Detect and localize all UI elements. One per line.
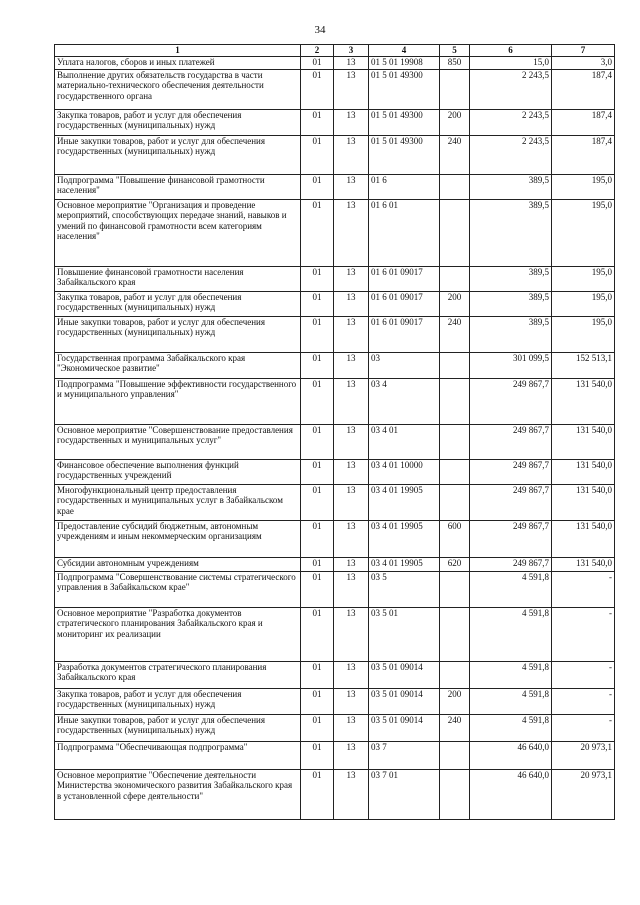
row-name: Основное мероприятие "Организация и проведение мероприятий, способствующих передаче знаний, навыков и умений по финансовой грамотности всем категориям населения" bbox=[55, 199, 301, 266]
row-expense-type bbox=[440, 69, 470, 109]
row-amount-col6: 249 867,7 bbox=[470, 557, 552, 571]
row-section: 01 bbox=[301, 69, 334, 109]
table-row bbox=[55, 741, 615, 769]
row-section: 01 bbox=[301, 714, 334, 741]
row-amount-col6: 389,5 bbox=[470, 291, 552, 316]
row-expense-type: 850 bbox=[440, 56, 470, 69]
row-subsection: 13 bbox=[334, 459, 369, 484]
row-subsection: 13 bbox=[334, 661, 369, 688]
row-amount-col7: 131 540,0 bbox=[552, 424, 615, 459]
table-row bbox=[55, 769, 615, 819]
row-subsection: 13 bbox=[334, 378, 369, 424]
row-name: Государственная программа Забайкальского края "Экономическое развитие" bbox=[55, 352, 301, 378]
row-expense-type: 600 bbox=[440, 520, 470, 557]
row-name: Иные закупки товаров, работ и услуг для обеспечения государственных (муниципальных) нужд bbox=[55, 316, 301, 352]
row-subsection: 13 bbox=[334, 69, 369, 109]
table-row bbox=[55, 688, 615, 714]
row-amount-col7: - bbox=[552, 571, 615, 607]
row-target-article: 01 6 01 bbox=[369, 199, 440, 266]
row-target-article: 03 4 01 19905 bbox=[369, 484, 440, 520]
row-amount-col6: 249 867,7 bbox=[470, 484, 552, 520]
row-subsection: 13 bbox=[334, 571, 369, 607]
row-target-article: 01 6 01 09017 bbox=[369, 266, 440, 291]
header-row bbox=[55, 45, 615, 57]
row-target-article: 03 5 01 09014 bbox=[369, 688, 440, 714]
row-amount-col6: 46 640,0 bbox=[470, 769, 552, 819]
row-amount-col7: - bbox=[552, 688, 615, 714]
row-expense-type bbox=[440, 459, 470, 484]
table-row bbox=[55, 352, 615, 378]
row-amount-col7: 195,0 bbox=[552, 174, 615, 199]
row-section: 01 bbox=[301, 291, 334, 316]
row-expense-type bbox=[440, 571, 470, 607]
row-name: Финансовое обеспечение выполнения функций государственных учреждений bbox=[55, 459, 301, 484]
table-body bbox=[55, 56, 615, 819]
row-section: 01 bbox=[301, 661, 334, 688]
row-name: Субсидии автономным учреждениям bbox=[55, 557, 301, 571]
row-name: Многофункциональный центр предоставления государственных и муниципальных услуг в Забайкальском крае bbox=[55, 484, 301, 520]
row-subsection: 13 bbox=[334, 557, 369, 571]
row-amount-col7: 131 540,0 bbox=[552, 459, 615, 484]
header-col-5: 5 bbox=[440, 45, 470, 57]
row-amount-col6: 4 591,8 bbox=[470, 661, 552, 688]
row-amount-col6: 301 099,5 bbox=[470, 352, 552, 378]
row-amount-col6: 4 591,8 bbox=[470, 714, 552, 741]
table-row bbox=[55, 378, 615, 424]
row-target-article: 03 5 01 bbox=[369, 607, 440, 661]
row-section: 01 bbox=[301, 109, 334, 135]
row-section: 01 bbox=[301, 557, 334, 571]
row-target-article: 03 4 01 bbox=[369, 424, 440, 459]
row-section: 01 bbox=[301, 378, 334, 424]
row-amount-col7: - bbox=[552, 661, 615, 688]
row-target-article: 03 4 01 19905 bbox=[369, 520, 440, 557]
row-amount-col7: 20 973,1 bbox=[552, 741, 615, 769]
row-target-article: 03 5 01 09014 bbox=[369, 661, 440, 688]
row-section: 01 bbox=[301, 459, 334, 484]
row-subsection: 13 bbox=[334, 291, 369, 316]
row-name: Основное мероприятие "Разработка документов стратегического планирования Забайкальского края и мониторинг их реализации bbox=[55, 607, 301, 661]
row-subsection: 13 bbox=[334, 714, 369, 741]
row-amount-col6: 4 591,8 bbox=[470, 571, 552, 607]
row-target-article: 03 4 bbox=[369, 378, 440, 424]
row-amount-col6: 389,5 bbox=[470, 316, 552, 352]
table-row bbox=[55, 661, 615, 688]
row-name: Разработка документов стратегического планирования Забайкальского края bbox=[55, 661, 301, 688]
row-subsection: 13 bbox=[334, 769, 369, 819]
row-section: 01 bbox=[301, 266, 334, 291]
row-name: Закупка товаров, работ и услуг для обеспечения государственных (муниципальных) нужд bbox=[55, 688, 301, 714]
table-row bbox=[55, 714, 615, 741]
row-name: Подпрограмма "Совершенствование системы стратегического управления в Забайкальском крае" bbox=[55, 571, 301, 607]
row-subsection: 13 bbox=[334, 352, 369, 378]
table-row bbox=[55, 459, 615, 484]
row-name: Закупка товаров, работ и услуг для обеспечения государственных (муниципальных) нужд bbox=[55, 291, 301, 316]
row-amount-col6: 389,5 bbox=[470, 199, 552, 266]
budget-table bbox=[54, 44, 615, 820]
row-target-article: 01 5 01 49300 bbox=[369, 69, 440, 109]
row-expense-type: 620 bbox=[440, 557, 470, 571]
row-amount-col6: 4 591,8 bbox=[470, 688, 552, 714]
row-target-article: 03 5 01 09014 bbox=[369, 714, 440, 741]
row-section: 01 bbox=[301, 135, 334, 174]
table-row bbox=[55, 266, 615, 291]
row-subsection: 13 bbox=[334, 174, 369, 199]
row-amount-col6: 389,5 bbox=[470, 174, 552, 199]
row-amount-col7: 187,4 bbox=[552, 109, 615, 135]
row-expense-type bbox=[440, 484, 470, 520]
row-amount-col6: 249 867,7 bbox=[470, 459, 552, 484]
row-expense-type: 200 bbox=[440, 109, 470, 135]
row-name: Иные закупки товаров, работ и услуг для обеспечения государственных (муниципальных) нужд bbox=[55, 135, 301, 174]
row-target-article: 01 5 01 49300 bbox=[369, 109, 440, 135]
header-col-2: 2 bbox=[301, 45, 334, 57]
row-expense-type: 240 bbox=[440, 135, 470, 174]
table-row bbox=[55, 607, 615, 661]
row-amount-col7: 131 540,0 bbox=[552, 484, 615, 520]
row-subsection: 13 bbox=[334, 741, 369, 769]
row-subsection: 13 bbox=[334, 135, 369, 174]
row-section: 01 bbox=[301, 424, 334, 459]
row-name: Подпрограмма "Повышение эффективности государственного и муниципального управления" bbox=[55, 378, 301, 424]
row-target-article: 01 6 01 09017 bbox=[369, 316, 440, 352]
row-section: 01 bbox=[301, 571, 334, 607]
row-subsection: 13 bbox=[334, 109, 369, 135]
row-name: Основное мероприятие "Обеспечение деятельности Министерства экономического развития Забайкальского края в установленной сфере деятельности" bbox=[55, 769, 301, 819]
row-name: Основное мероприятие "Совершенствование предоставления государственных и муниципальных услуг" bbox=[55, 424, 301, 459]
page-number: 34 bbox=[314, 24, 326, 36]
row-amount-col7: 195,0 bbox=[552, 291, 615, 316]
header-col-3: 3 bbox=[334, 45, 369, 57]
row-expense-type bbox=[440, 607, 470, 661]
row-subsection: 13 bbox=[334, 520, 369, 557]
row-amount-col6: 2 243,5 bbox=[470, 109, 552, 135]
row-name: Выполнение других обязательств государства в части материально-технического обеспечения деятельности государственного органа bbox=[55, 69, 301, 109]
row-amount-col6: 2 243,5 bbox=[470, 135, 552, 174]
row-subsection: 13 bbox=[334, 316, 369, 352]
row-subsection: 13 bbox=[334, 688, 369, 714]
row-expense-type bbox=[440, 266, 470, 291]
row-subsection: 13 bbox=[334, 56, 369, 69]
header-col-7: 7 bbox=[552, 45, 615, 57]
row-amount-col7: 195,0 bbox=[552, 316, 615, 352]
table-row bbox=[55, 424, 615, 459]
row-amount-col7: 3,0 bbox=[552, 56, 615, 69]
row-subsection: 13 bbox=[334, 484, 369, 520]
row-target-article: 03 7 bbox=[369, 741, 440, 769]
row-amount-col7: 131 540,0 bbox=[552, 378, 615, 424]
table-row bbox=[55, 109, 615, 135]
row-target-article: 01 5 01 49300 bbox=[369, 135, 440, 174]
row-section: 01 bbox=[301, 56, 334, 69]
row-section: 01 bbox=[301, 741, 334, 769]
row-target-article: 03 7 01 bbox=[369, 769, 440, 819]
row-amount-col6: 46 640,0 bbox=[470, 741, 552, 769]
row-target-article: 03 4 01 10000 bbox=[369, 459, 440, 484]
row-expense-type bbox=[440, 424, 470, 459]
row-section: 01 bbox=[301, 199, 334, 266]
table-row bbox=[55, 56, 615, 69]
row-section: 01 bbox=[301, 520, 334, 557]
row-expense-type bbox=[440, 741, 470, 769]
row-expense-type bbox=[440, 174, 470, 199]
table-row bbox=[55, 69, 615, 109]
row-amount-col7: 187,4 bbox=[552, 135, 615, 174]
row-expense-type: 200 bbox=[440, 291, 470, 316]
row-name: Уплата налогов, сборов и иных платежей bbox=[55, 56, 301, 69]
row-expense-type: 240 bbox=[440, 714, 470, 741]
row-amount-col6: 249 867,7 bbox=[470, 424, 552, 459]
row-expense-type: 200 bbox=[440, 688, 470, 714]
row-expense-type bbox=[440, 352, 470, 378]
row-section: 01 bbox=[301, 316, 334, 352]
row-name: Закупка товаров, работ и услуг для обеспечения государственных (муниципальных) нужд bbox=[55, 109, 301, 135]
row-section: 01 bbox=[301, 484, 334, 520]
header-col-6: 6 bbox=[470, 45, 552, 57]
row-amount-col7: - bbox=[552, 714, 615, 741]
row-expense-type bbox=[440, 661, 470, 688]
header-col-4: 4 bbox=[369, 45, 440, 57]
row-section: 01 bbox=[301, 769, 334, 819]
table-row bbox=[55, 199, 615, 266]
row-section: 01 bbox=[301, 352, 334, 378]
row-amount-col7: 20 973,1 bbox=[552, 769, 615, 819]
row-amount-col7: 131 540,0 bbox=[552, 520, 615, 557]
row-target-article: 01 5 01 19908 bbox=[369, 56, 440, 69]
table-row bbox=[55, 571, 615, 607]
row-amount-col7: 152 513,1 bbox=[552, 352, 615, 378]
table-row bbox=[55, 291, 615, 316]
row-name: Иные закупки товаров, работ и услуг для обеспечения государственных (муниципальных) нужд bbox=[55, 714, 301, 741]
row-amount-col6: 2 243,5 bbox=[470, 69, 552, 109]
row-target-article: 01 6 01 09017 bbox=[369, 291, 440, 316]
row-target-article: 03 bbox=[369, 352, 440, 378]
row-target-article: 03 5 bbox=[369, 571, 440, 607]
row-amount-col7: 131 540,0 bbox=[552, 557, 615, 571]
row-amount-col7: 187,4 bbox=[552, 69, 615, 109]
row-expense-type: 240 bbox=[440, 316, 470, 352]
row-name: Подпрограмма "Повышение финансовой грамотности населения" bbox=[55, 174, 301, 199]
row-name: Повышение финансовой грамотности населения Забайкальского края bbox=[55, 266, 301, 291]
row-target-article: 03 4 01 19905 bbox=[369, 557, 440, 571]
row-amount-col7: 195,0 bbox=[552, 199, 615, 266]
row-expense-type bbox=[440, 199, 470, 266]
table-row bbox=[55, 316, 615, 352]
row-subsection: 13 bbox=[334, 199, 369, 266]
row-amount-col6: 249 867,7 bbox=[470, 378, 552, 424]
row-section: 01 bbox=[301, 688, 334, 714]
row-expense-type bbox=[440, 378, 470, 424]
table-row bbox=[55, 520, 615, 557]
row-amount-col6: 389,5 bbox=[470, 266, 552, 291]
table-row bbox=[55, 135, 615, 174]
header-col-1: 1 bbox=[55, 45, 301, 57]
row-target-article: 01 6 bbox=[369, 174, 440, 199]
table-row bbox=[55, 557, 615, 571]
row-amount-col7: 195,0 bbox=[552, 266, 615, 291]
row-subsection: 13 bbox=[334, 424, 369, 459]
table-row bbox=[55, 484, 615, 520]
row-name: Предоставление субсидий бюджетным, автономным учреждениям и иным некоммерческим организациям bbox=[55, 520, 301, 557]
table-row bbox=[55, 174, 615, 199]
row-amount-col6: 4 591,8 bbox=[470, 607, 552, 661]
row-amount-col6: 249 867,7 bbox=[470, 520, 552, 557]
row-subsection: 13 bbox=[334, 607, 369, 661]
row-amount-col7: - bbox=[552, 607, 615, 661]
row-subsection: 13 bbox=[334, 266, 369, 291]
row-amount-col6: 15,0 bbox=[470, 56, 552, 69]
row-expense-type bbox=[440, 769, 470, 819]
row-name: Подпрограмма "Обеспечивающая подпрограмма" bbox=[55, 741, 301, 769]
row-section: 01 bbox=[301, 607, 334, 661]
row-section: 01 bbox=[301, 174, 334, 199]
